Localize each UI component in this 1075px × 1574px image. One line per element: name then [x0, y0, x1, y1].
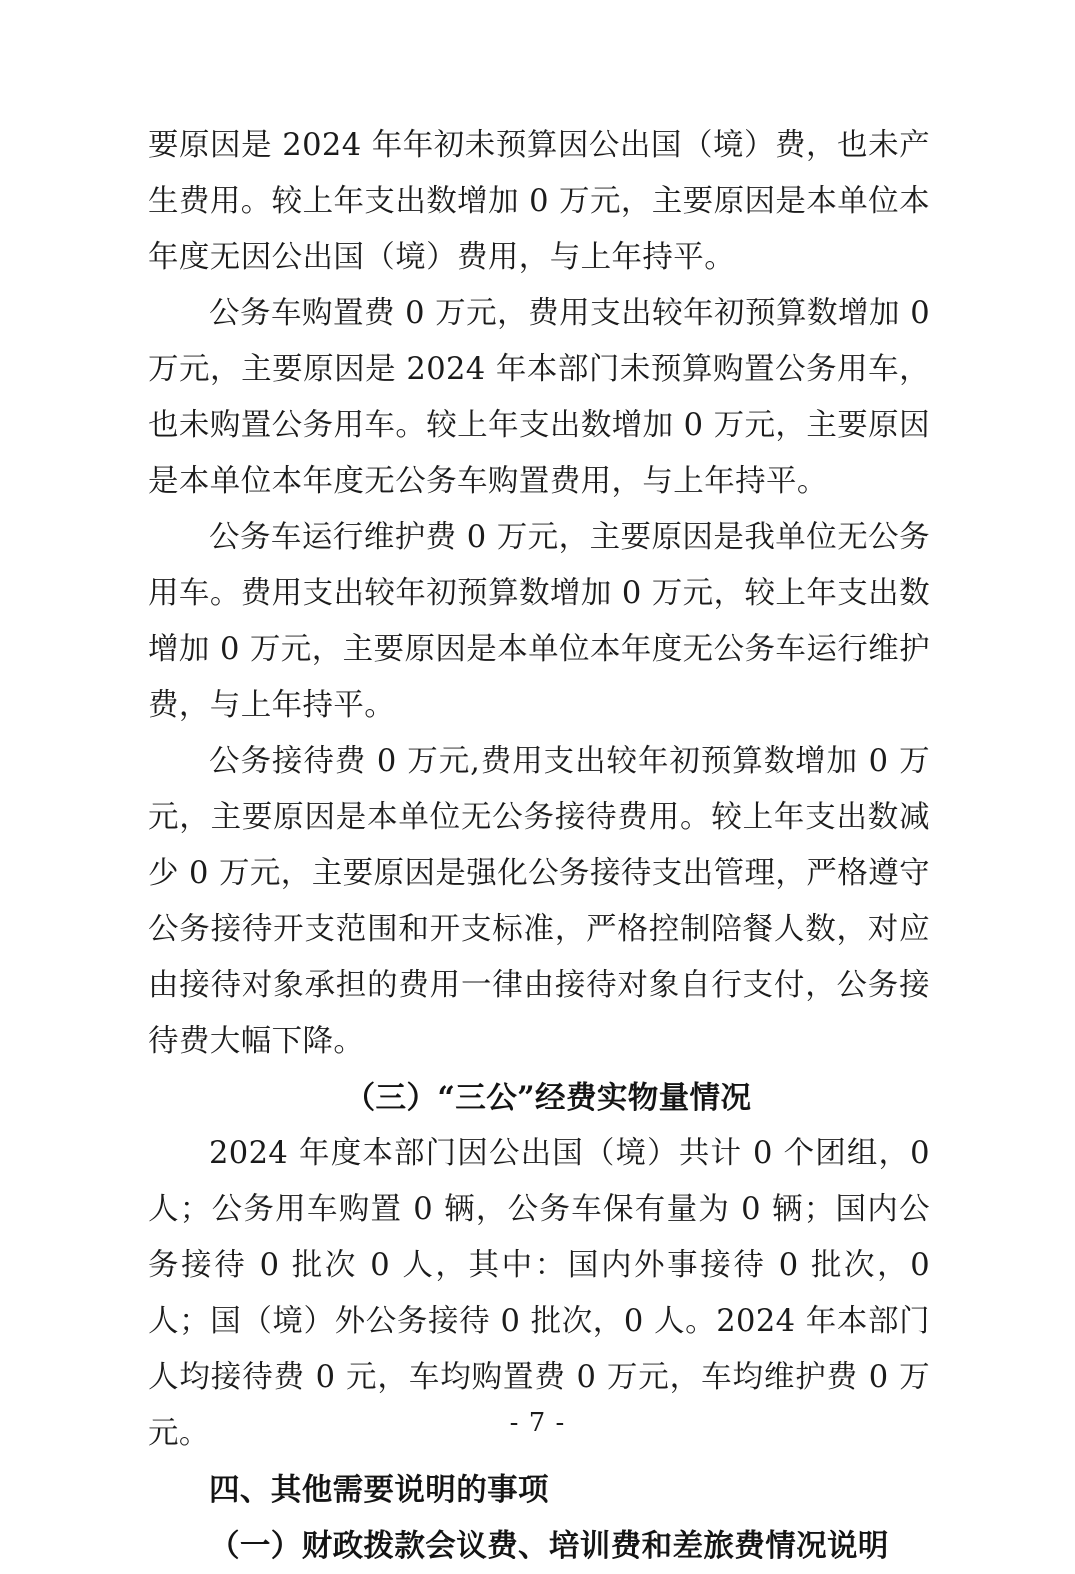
- subheading-meeting-training-travel-fees: （一）财政拨款会议费、培训费和差旅费情况说明: [209, 1528, 889, 1564]
- paragraph-continuation: 要原因是 2024 年年初未预算因公出国（境）费，也未产生费用。较上年支出数增加 0 万元，主要原因是本单位本年度无因公出国（境）费用，与上年持平。: [148, 128, 930, 275]
- paragraph-official-hospitality-fee: 公务接待费 0 万元,费用支出较年初预算数增加 0 万元，主要原因是本单位无公务接待费用。较上年支出数减少 0 万元，主要原因是强化公务接待支出管理，严格遵守公务接待开支范围和开支标准，严格控制陪餐人数，对应由接待对象承担的费用一律由接待对象自行支付，公务接待费大幅下降。: [148, 744, 930, 1059]
- subheading-three-public-physical-quantity: （三）“三公”经费实物量情况: [344, 1080, 752, 1116]
- page-number: - 7 -: [509, 1408, 566, 1438]
- paragraph-physical-quantity-details: 2024 年度本部门因公出国（境）共计 0 个团组，0 人；公务用车购置 0 辆，公务车保有量为 0 辆；国内公务接待 0 批次 0 人，其中：国内外事接待 0 批次，0 人；国（境）外公务接待 0 批次，0 人。2024 年本部门人均接待费 0 元，车均购置费 0 万元，车均维护费 0 万元。: [148, 1136, 930, 1451]
- paragraph-vehicle-purchase-fee: 公务车购置费 0 万元，费用支出较年初预算数增加 0 万元，主要原因是 2024 年本部门未预算购置公务用车，也未购置公务用车。较上年支出数增加 0 万元，主要原因是本单位本年度无公务车购置费用，与上年持平。: [148, 296, 930, 499]
- document-body: [148, 118, 930, 1574]
- paragraph-vehicle-maintenance-fee: 公务车运行维护费 0 万元，主要原因是我单位无公务用车。费用支出较年初预算数增加 0 万元，较上年支出数增加 0 万元，主要原因是本单位本年度无公务车运行维护费，与上年持平。: [148, 520, 930, 723]
- heading-other-matters: 四、其他需要说明的事项: [209, 1472, 549, 1508]
